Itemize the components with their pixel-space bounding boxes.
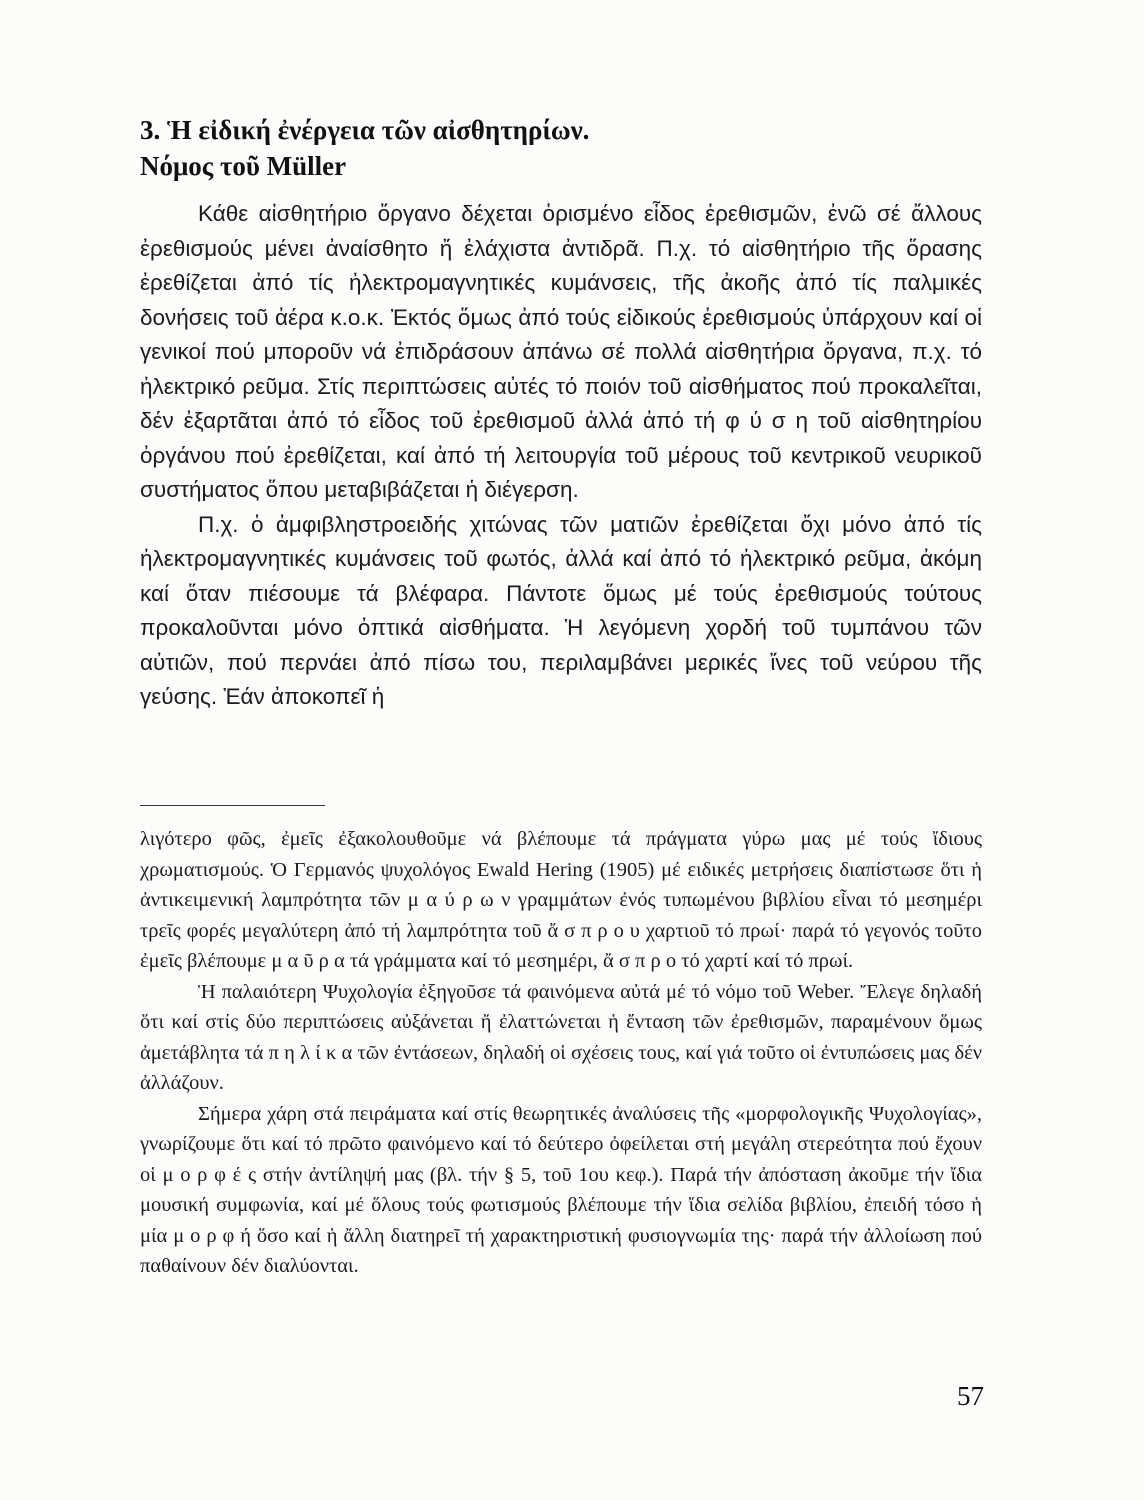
section-heading-title: 3. Ἡ εἰδική ἐνέργεια τῶν αἰσθητηρίων. — [140, 115, 590, 145]
section-heading-subtitle: Νόμος τοῦ Müller — [140, 151, 347, 181]
body-paragraph-1: Κάθε αἰσθητήριο ὄργανο δέχεται ὁρισμένο εἶδος ἐρεθισμῶν, ἐνῶ σέ ἄλλους ἐρεθισμούς μένει ἀναίσθητο ἤ ἐλάχιστα ἀντιδρᾶ. Π.χ. τό αἰσθητήριο τῆς ὅρασης ἐρεθίζεται ἀπό τίς ἠλεκτρομαγνητικές κυμάνσεις, τῆς ἀκοῆς ἀπό τίς παλμικές δονήσεις τοῦ ἀέρα κ.ο.κ. Ἐκτός ὅμως ἀπό τούς εἰδικούς ἐρεθισμούς ὑπάρχουν καί οἱ γενικοί πού μποροῦν νά ἐπιδράσουν ἀπάνω σέ πολλά αἰσθητήρια ὄργανα, π.χ. τό ἠλεκτρικό ρεῦμα. Στίς περιπτώσεις αὐτές τό ποιόν τοῦ αἰσθήματος πού προκαλεῖται, δέν ἐξαρτᾶται ἀπό τό εἶδος τοῦ ἐρεθισμοῦ ἀλλά ἀπό τή φ ύ σ η τοῦ αἰσθητηρίου ὀργάνου πού ἐρεθίζεται, καί ἀπό τή λειτουργία τοῦ μέρους τοῦ κεντρικοῦ νευρικοῦ συστήματος ὅπου μεταβιβάζεται ἡ διέγερση. — [140, 201, 982, 502]
page-number: 57 — [957, 1381, 984, 1411]
section-heading — [140, 112, 1000, 184]
footnote-paragraph-3: Σήμερα χάρη στά πειράματα καί στίς θεωρητικές ἀναλύσεις τῆς «μορφολογικῆς Ψυχολογίας», γνωρίζουμε ὅτι καί τό πρῶτο φαινόμενο καί τό δεύτερο ὀφείλεται στή μεγάλη στερεότητα πού ἔχουν οἱ μ ο ρ φ έ ς στήν ἀντίληψή μας (βλ. τήν § 5, τοῦ 1ου κεφ.). Παρά τήν ἀπόσταση ἀκοῦμε τήν ἴδια μουσική συμφωνία, καί μέ ὅλους τούς φωτισμούς βλέπουμε τήν ἴδια σελίδα βιβλίου, ἐπειδή τόσο ἡ μία μ ο ρ φ ή ὅσο καί ἡ ἄλλη διατηρεῖ τή χαρακτηριστική φυσιογνωμία της· παρά τήν ἀλλοίωση πού παθαίνουν δέν διαλύονται. — [140, 1102, 982, 1277]
footnotes — [140, 824, 982, 1282]
footnote-paragraph-1: λιγότερο φῶς, ἐμεῖς ἐξακολουθοῦμε νά βλέπουμε τά πράγματα γύρω μας μέ τούς ἴδιους χρωματισμούς. Ὁ Γερμανός ψυχολόγος Ewald Hering (1905) μέ ειδικές μετρήσεις διαπίστωσε ὅτι ἡ ἀντικειμενική λαμπρότητα τῶν μ α ύ ρ ω ν γραμμάτων ἐνός τυπωμένου βιβλίου εἶναι τό μεσημέρι τρεῖς φορές μεγαλύτερη ἀπό τή λαμπρότητα τοῦ ἄ σ π ρ ο υ χαρτιοῦ τό πρωί· παρά τό γεγονός τοῦτο ἐμεῖς βλέπουμε μ α ῦ ρ α τά γράμματα καί τό μεσημέρι, ἄ σ π ρ ο τό χαρτί καί τό πρωί. — [140, 828, 982, 972]
body-paragraph-2: Π.χ. ὁ ἀμφιβληστροειδής χιτώνας τῶν ματιῶν ἐρεθίζεται ὄχι μόνο ἀπό τίς ἠλεκτρομαγνητικές κυμάνσεις τοῦ φωτός, ἀλλά καί ἀπό τό ἠλεκτρικό ρεῦμα, ἀκόμη καί ὅταν πιέσουμε τά βλέφαρα. Πάντοτε ὅμως μέ τούς ἐρεθισμούς τούτους προκαλοῦνται μόνο ὀπτικά αἰσθήματα. Ἡ λεγόμενη χορδή τοῦ τυμπάνου τῶν αὐτιῶν, πού περνάει ἀπό πίσω του, περιλαμβάνει μερικές ἴνες τοῦ νεύρου τῆς γεύσης. Ἐάν ἀποκοπεῖ ἡ — [140, 511, 982, 709]
footnote-divider — [140, 805, 325, 806]
body-text — [140, 197, 982, 715]
footnote-paragraph-2: Ἡ παλαιότερη Ψυχολογία ἐξηγοῦσε τά φαινόμενα αὐτά μέ τό νόμο τοῦ Weber. Ἔλεγε δηλαδή ὅτι καί στίς δύο περιπτώσεις αὐξάνεται ἤ ἐλαττώνεται ἡ ἔνταση τῶν ἐρεθισμῶν, παραμένουν ὅμως ἀμετάβλητα τά π η λ ί κ α τῶν ἐντάσεων, δηλαδή οἱ σχέσεις τους, καί γιά τοῦτο οἱ ἐντυπώσεις μας δέν ἀλλάζουν. — [140, 980, 982, 1094]
